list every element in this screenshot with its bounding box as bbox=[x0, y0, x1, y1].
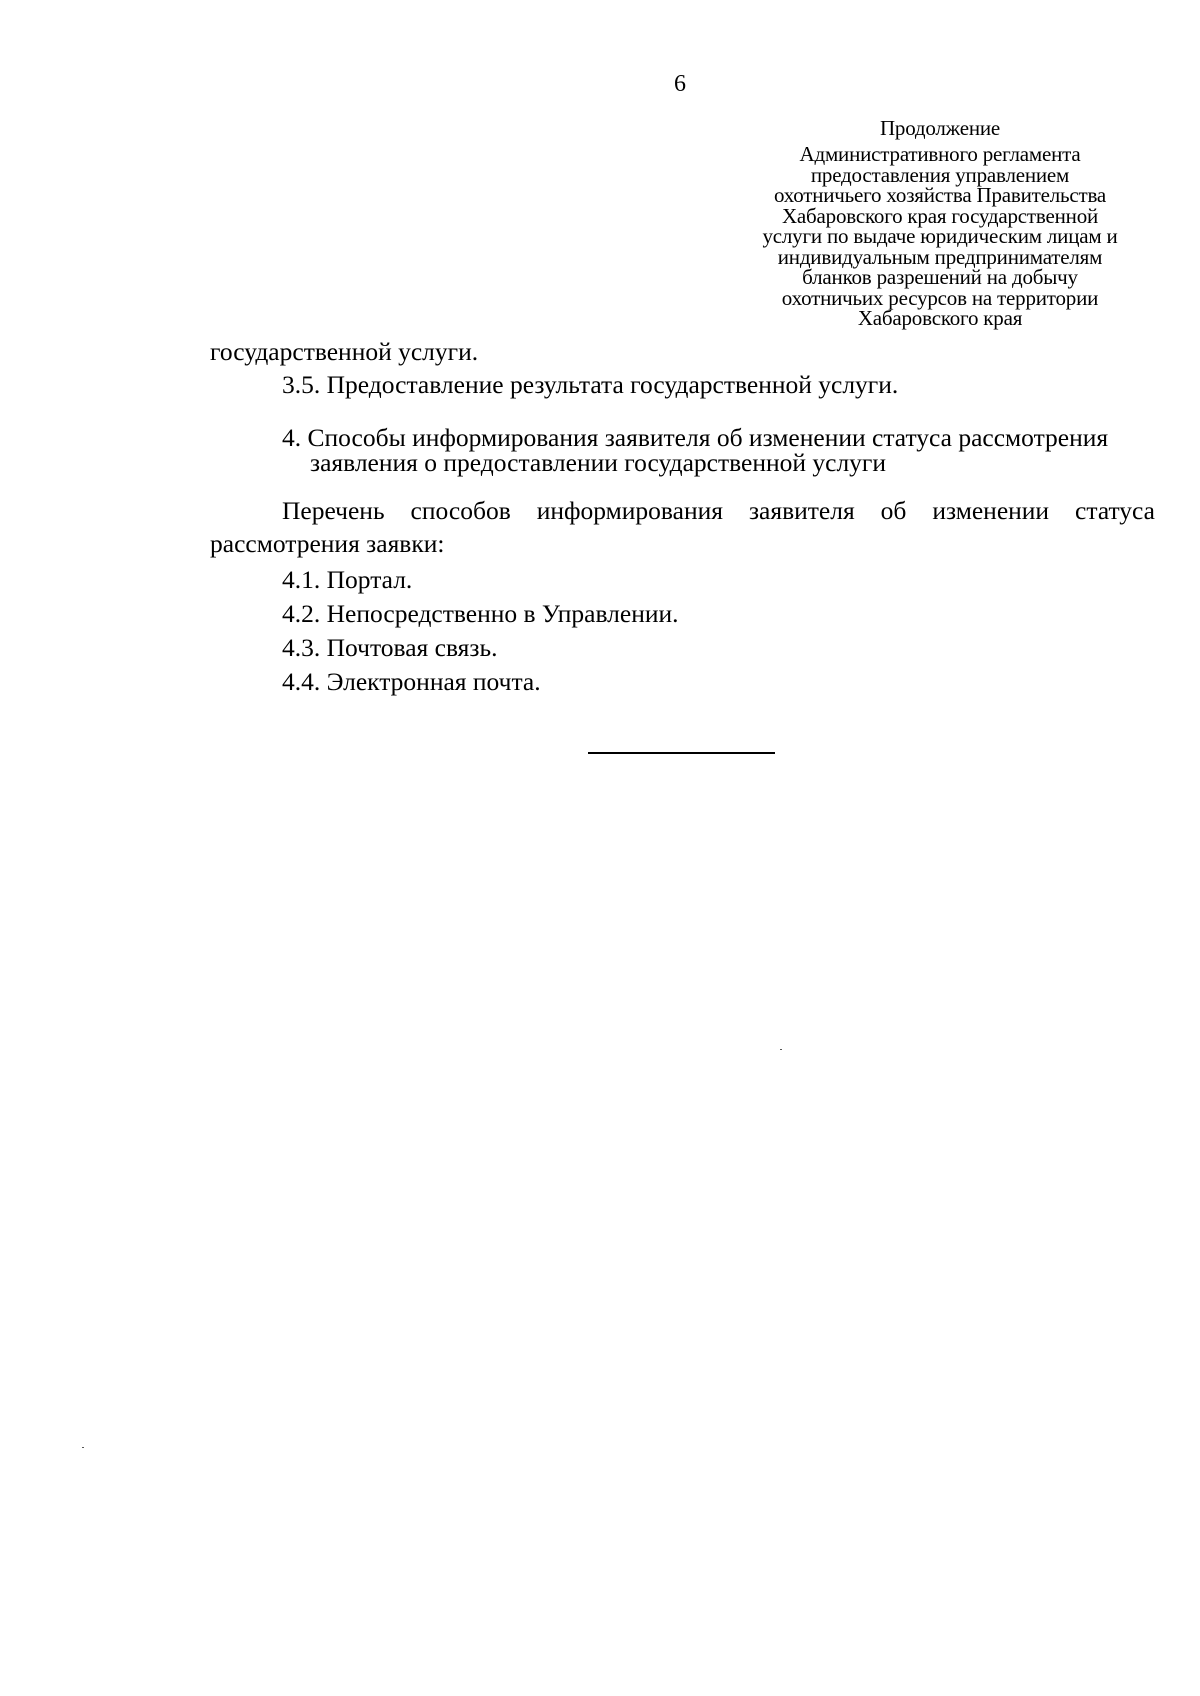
section-4-heading bbox=[282, 425, 1157, 475]
header-line: охотничьих ресурсов на территории bbox=[781, 285, 1099, 310]
page-number: 6 bbox=[674, 71, 686, 97]
section-4-title-line-1: 4. Способы информирования заявителя об изменении статуса рассмотрения bbox=[282, 423, 1109, 452]
scan-speck bbox=[780, 1049, 782, 1050]
methods-paragraph bbox=[210, 494, 1155, 560]
header-line: индивидуальным предпринимателям bbox=[777, 244, 1103, 269]
header-line: Хабаровского края bbox=[857, 306, 1023, 330]
header-line: Административного регламента bbox=[799, 142, 1081, 166]
continued-text-line: государственной услуги. bbox=[210, 337, 479, 366]
item-3-5: 3.5. Предоставление результата государственной услуги. bbox=[282, 370, 899, 399]
list-item: 4.1. Портал. bbox=[282, 565, 413, 594]
methods-paragraph-line-1: Перечень способов информирования заявителя об изменении статуса bbox=[282, 496, 1155, 525]
list-item: 4.3. Почтовая связь. bbox=[282, 633, 498, 662]
header-line: Хабаровского края государственной bbox=[781, 203, 1099, 228]
methods-paragraph-line-2: рассмотрения заявки: bbox=[210, 529, 445, 558]
section-4-title-line-2: заявления о предоставлении государственной услуги bbox=[310, 448, 887, 477]
scan-speck bbox=[82, 1447, 84, 1448]
header-line: предоставления управлением bbox=[810, 162, 1070, 187]
header-line: охотничьего хозяйства Правительства bbox=[773, 183, 1107, 207]
document-header bbox=[720, 116, 1160, 329]
header-line: услуги по выдаче юридическим лицам и bbox=[762, 224, 1118, 248]
header-line: бланков разрешений на добычу bbox=[802, 265, 1078, 289]
list-item: 4.2. Непосредственно в Управлении. bbox=[282, 599, 679, 628]
list-item: 4.4. Электронная почта. bbox=[282, 667, 541, 696]
header-continuation: Продолжение bbox=[879, 116, 1001, 140]
end-of-text-rule bbox=[588, 752, 775, 754]
methods-list bbox=[282, 563, 679, 699]
